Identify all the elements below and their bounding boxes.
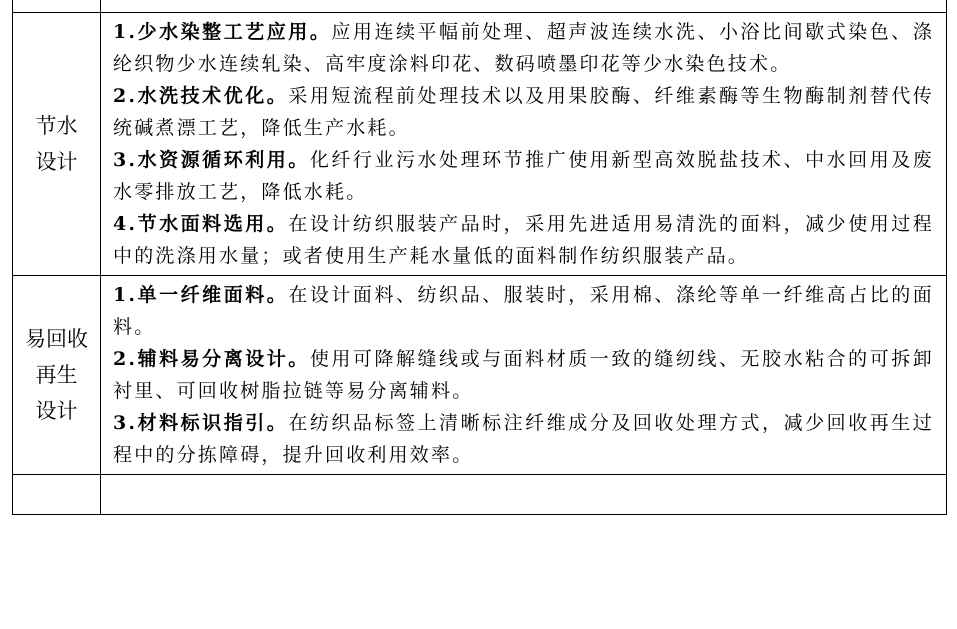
list-item — [113, 16, 934, 80]
list-item — [113, 407, 934, 471]
item-text: 使用可降解缝线或与面料材质一致的缝纫线、无胶水粘合的可拆卸衬里、可回收树脂拉链等易分离辅料。 — [113, 348, 934, 402]
list-item — [113, 80, 934, 144]
item-text: 采用短流程前处理技术以及用果胶酶、纤维素酶等生物酶制剂替代传统碱煮漂工艺，降低生产水耗。 — [113, 85, 934, 139]
section-label-recyclable — [13, 276, 101, 475]
item-title: 1.单一纤维面料。 — [113, 284, 289, 306]
table-row-top-partial — [13, 0, 947, 13]
list-item — [113, 208, 934, 272]
section-content-water-saving — [101, 13, 947, 276]
section-label-line: 易回收 — [25, 327, 88, 351]
content-table — [12, 0, 947, 515]
section-label-water-saving — [13, 13, 101, 276]
table-row-water-saving — [13, 13, 947, 276]
item-title: 4.节水面料选用。 — [113, 213, 289, 235]
item-title: 2.水洗技术优化。 — [113, 85, 289, 107]
item-text: 在纺织品标签上清晰标注纤维成分及回收处理方式，减少回收再生过程中的分拣障碍，提升回收利用效率。 — [113, 412, 934, 466]
section-label-line: 设计 — [35, 150, 78, 174]
item-title: 3.水资源循环利用。 — [113, 149, 310, 171]
list-item — [113, 144, 934, 208]
item-text: 应用连续平幅前处理、超声波连续水洗、小浴比间歇式染色、涤纶织物少水连续轧染、高牢度涂料印花、数码喷墨印花等少水染色技术。 — [113, 21, 934, 75]
section-label-line: 设计 — [35, 399, 78, 423]
item-title: 1.少水染整工艺应用。 — [113, 21, 332, 43]
section-label-line: 再生 — [35, 363, 78, 387]
section-content-recyclable — [101, 276, 947, 475]
item-text: 化纤行业污水处理环节推广使用新型高效脱盐技术、中水回用及废水零排放工艺，降低水耗。 — [113, 149, 934, 203]
table-row-recyclable — [13, 276, 947, 475]
table-row-bottom-partial — [13, 475, 947, 515]
top-label-cell — [13, 0, 101, 13]
list-item — [113, 343, 934, 407]
bottom-content-cell — [101, 475, 947, 515]
item-title: 3.材料标识指引。 — [113, 412, 289, 434]
top-content-cell — [101, 0, 947, 13]
list-item — [113, 279, 934, 343]
bottom-label-cell — [13, 475, 101, 515]
section-label-line: 节水 — [35, 114, 78, 138]
item-text: 在设计面料、纺织品、服装时，采用棉、涤纶等单一纤维高占比的面料。 — [113, 284, 934, 338]
item-text: 在设计纺织服装产品时，采用先进适用易清洗的面料，减少使用过程中的洗涤用水量；或者使用生产耗水量低的面料制作纺织服装产品。 — [113, 213, 934, 267]
item-title: 2.辅料易分离设计。 — [113, 348, 310, 370]
